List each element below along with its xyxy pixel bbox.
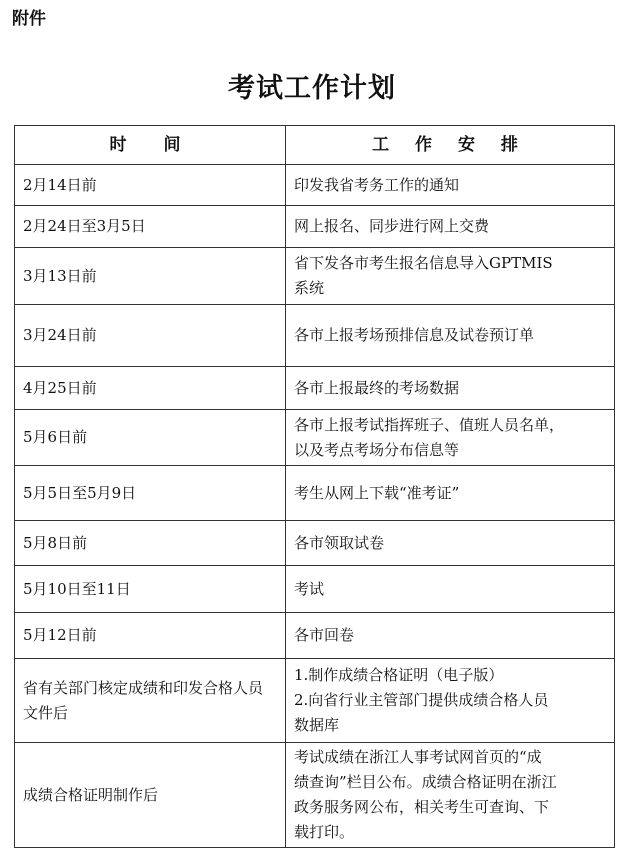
time-cell: 5月8日前	[15, 521, 286, 566]
task-cell	[286, 466, 615, 521]
task-line: 系统	[294, 279, 325, 297]
table-row	[15, 613, 615, 659]
task-line: 网上报名、同步进行网上交费	[294, 217, 490, 235]
time-cell: 成绩合格证明制作后	[15, 743, 286, 848]
table-row	[15, 367, 615, 410]
page-title: 考试工作计划	[228, 73, 396, 104]
task-line: 数据库	[294, 716, 340, 734]
task-cell	[286, 613, 615, 659]
task-line: 各市回卷	[294, 626, 355, 644]
time-cell: 2月14日前	[15, 165, 286, 206]
time-cell: 5月12日前	[15, 613, 286, 659]
table-row	[15, 566, 615, 613]
table-row	[15, 248, 615, 305]
task-cell	[286, 248, 615, 305]
task-cell	[286, 305, 615, 367]
time-cell: 3月24日前	[15, 305, 286, 367]
task-line: 以及考点考场分布信息等	[294, 440, 460, 459]
time-cell: 5月6日前	[15, 410, 286, 466]
table-row	[15, 305, 615, 367]
task-cell	[286, 743, 615, 848]
task-cell	[286, 206, 615, 248]
time-cell: 2月24日至3月5日	[15, 206, 286, 248]
time-cell: 省有关部门核定成绩和印发合格人员文件后	[15, 659, 286, 743]
task-line: 各市上报考场预排信息及试卷预订单	[294, 326, 535, 344]
task-line: 各市领取试卷	[294, 533, 385, 552]
task-cell	[286, 410, 615, 466]
task-line: 印发我省考务工作的通知	[294, 175, 460, 194]
task-cell	[286, 566, 615, 613]
time-cell: 5月5日至5月9日	[15, 466, 286, 521]
table-row	[15, 743, 615, 848]
task-line: 省下发各市考生报名信息导入GPTMIS	[294, 254, 553, 272]
task-line: 各市上报考试指挥班子、值班人员名单，	[294, 415, 565, 434]
task-line: 考试	[294, 579, 325, 598]
table-row	[15, 206, 615, 248]
task-cell	[286, 367, 615, 410]
task-line: 2.向省行业主管部门提供成绩合格人员	[294, 691, 549, 709]
time-cell: 5月10日至11日	[15, 566, 286, 613]
table-row	[15, 466, 615, 521]
task-line: 载打印。	[294, 823, 355, 841]
task-line: 各市上报最终的考场数据	[294, 378, 460, 397]
table-row	[15, 165, 615, 206]
task-line: 政务服务网公布，相关考生可查询、下	[294, 798, 550, 816]
time-cell: 3月13日前	[15, 248, 286, 305]
header-time: 时 间	[15, 126, 286, 165]
attachment-label: 附件	[12, 9, 46, 29]
table-row	[15, 521, 615, 566]
task-cell	[286, 659, 615, 743]
task-line: 绩查询”栏目公布。成绩合格证明在浙江	[294, 773, 557, 791]
header-tasks: 工 作 安 排	[286, 126, 615, 165]
task-cell	[286, 521, 615, 566]
time-cell: 4月25日前	[15, 367, 286, 410]
task-cell	[286, 165, 615, 206]
schedule-table	[14, 125, 615, 848]
table-header-row	[15, 126, 615, 165]
task-line: 考试成绩在浙江人事考试网首页的“成	[294, 748, 542, 766]
task-line: 考生从网上下载“准考证”	[294, 483, 460, 502]
table-row	[15, 659, 615, 743]
table-row	[15, 410, 615, 466]
task-line: 1.制作成绩合格证明（电子版）	[294, 666, 504, 684]
